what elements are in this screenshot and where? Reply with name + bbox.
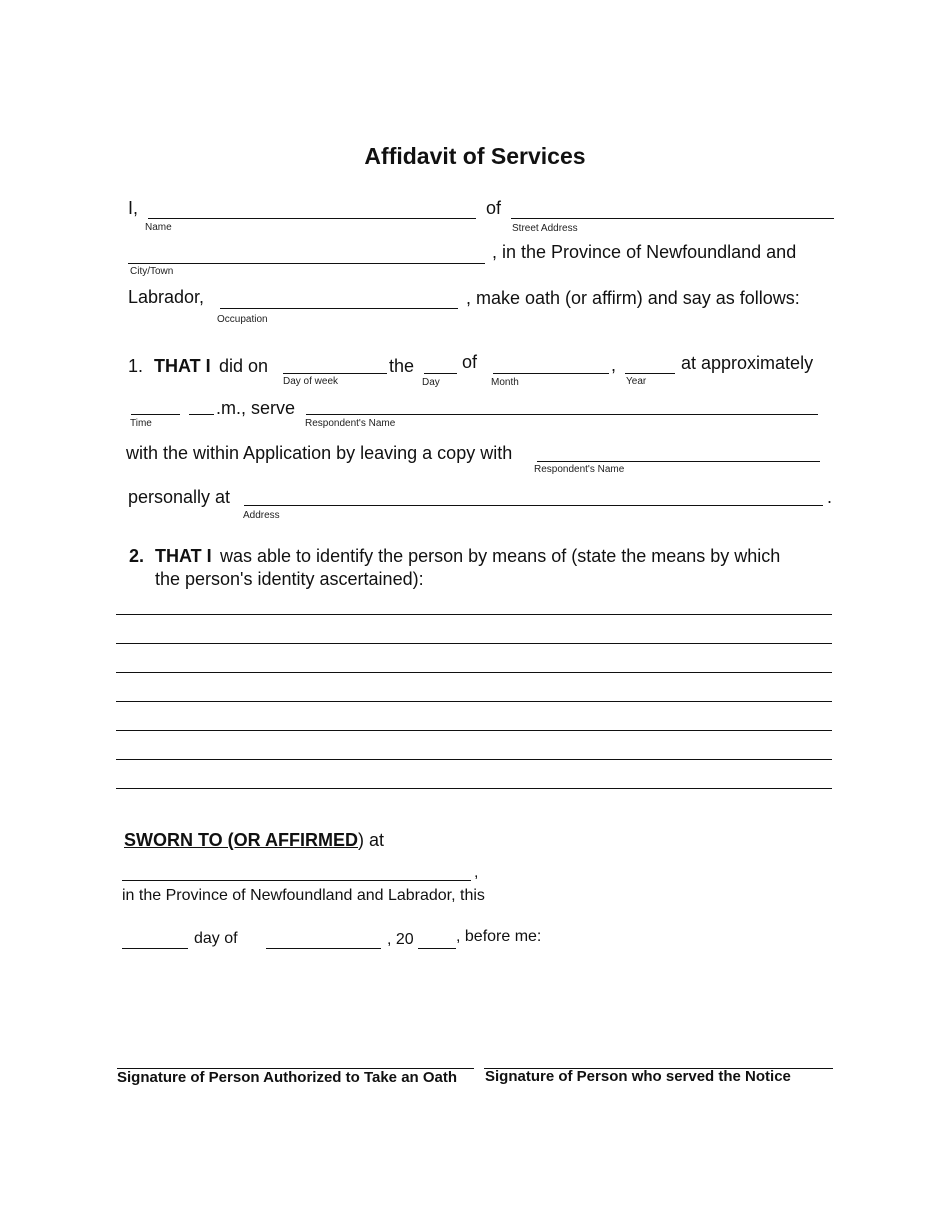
- city-caption: City/Town: [130, 266, 174, 277]
- street-address-caption: Street Address: [512, 223, 578, 234]
- month-caption: Month: [491, 377, 519, 388]
- city-field-line[interactable]: [128, 263, 485, 264]
- para1-comma: ,: [611, 355, 617, 375]
- sworn-heading-tail: ) at: [357, 830, 384, 850]
- para2-line1: was able to identify the person by means of (state the means by which: [220, 546, 781, 566]
- server-signature-label: Signature of Person who served the Notice: [485, 1068, 791, 1085]
- time-field-line[interactable]: [131, 414, 180, 415]
- para2-line2: the person's identity ascertained):: [155, 569, 424, 589]
- para1-that-i: THAT I: [154, 356, 211, 376]
- street-address-field-line[interactable]: [511, 218, 834, 219]
- para1-of: of: [462, 352, 478, 372]
- year-field-line[interactable]: [625, 373, 675, 374]
- sworn-location-field-line[interactable]: [122, 880, 471, 881]
- document-title: Affidavit of Services: [364, 143, 586, 169]
- identity-means-line[interactable]: [116, 672, 832, 673]
- sworn-year-prefix: , 20: [387, 931, 414, 948]
- identity-means-line[interactable]: [116, 643, 832, 644]
- para2-number: 2.: [129, 546, 145, 566]
- identity-means-line[interactable]: [116, 730, 832, 731]
- sworn-before-me: , before me:: [456, 928, 542, 945]
- identity-means-line[interactable]: [116, 701, 832, 702]
- sworn-day-field-line[interactable]: [122, 948, 188, 949]
- identity-means-line[interactable]: [116, 614, 832, 615]
- day-of-week-field-line[interactable]: [283, 373, 387, 374]
- sworn-province-line: in the Province of Newfoundland and Labrador, this: [122, 887, 485, 904]
- oath-authority-signature-label: Signature of Person Authorized to Take an Oath: [117, 1069, 458, 1086]
- sworn-year-field-line[interactable]: [418, 948, 456, 949]
- month-field-line[interactable]: [493, 373, 609, 374]
- name-field-line[interactable]: [148, 218, 476, 219]
- intro-oath-text: , make oath (or affirm) and say as follows:: [466, 288, 800, 308]
- para1-m-serve: .m., serve: [216, 398, 296, 418]
- occupation-field-line[interactable]: [220, 308, 458, 309]
- occupation-caption: Occupation: [217, 314, 268, 325]
- am-pm-field-line[interactable]: [189, 414, 214, 415]
- sworn-comma: ,: [474, 864, 479, 881]
- sworn-heading-bold: SWORN TO (OR AFFIRMED: [124, 830, 358, 850]
- address-field-line[interactable]: [244, 505, 823, 506]
- identity-means-line[interactable]: [116, 759, 832, 760]
- para1-period: .: [827, 487, 833, 507]
- para1-at-approximately: at approximately: [681, 353, 814, 373]
- year-caption: Year: [626, 376, 647, 387]
- name-caption: Name: [145, 222, 172, 233]
- sworn-month-field-line[interactable]: [266, 948, 381, 949]
- sworn-day-of: day of: [194, 930, 238, 947]
- day-field-line[interactable]: [424, 373, 457, 374]
- respondent-name-caption: Respondent's Name: [305, 418, 396, 429]
- para1-did-on: did on: [219, 356, 269, 376]
- respondent-name-field-line[interactable]: [306, 414, 818, 415]
- intro-labrador: Labrador,: [128, 287, 205, 307]
- para1-personally-at: personally at: [128, 487, 231, 507]
- sworn-heading: [124, 830, 384, 850]
- para1-the: the: [389, 356, 415, 376]
- intro-of: of: [486, 198, 502, 218]
- address-caption: Address: [243, 510, 280, 521]
- day-of-week-caption: Day of week: [283, 376, 339, 387]
- para1-number: 1.: [128, 356, 144, 376]
- intro-i: I,: [128, 198, 139, 218]
- day-caption: Day: [422, 377, 440, 388]
- para1-leaving-copy: with the within Application by leaving a copy with: [126, 443, 513, 463]
- identity-means-line[interactable]: [116, 788, 832, 789]
- respondent-name-field-line-2[interactable]: [537, 461, 820, 462]
- respondent-name-caption-2: Respondent's Name: [534, 464, 625, 475]
- intro-province-text: , in the Province of Newfoundland and: [492, 242, 797, 262]
- time-caption: Time: [130, 418, 152, 429]
- para2-that-i: THAT I: [155, 546, 212, 566]
